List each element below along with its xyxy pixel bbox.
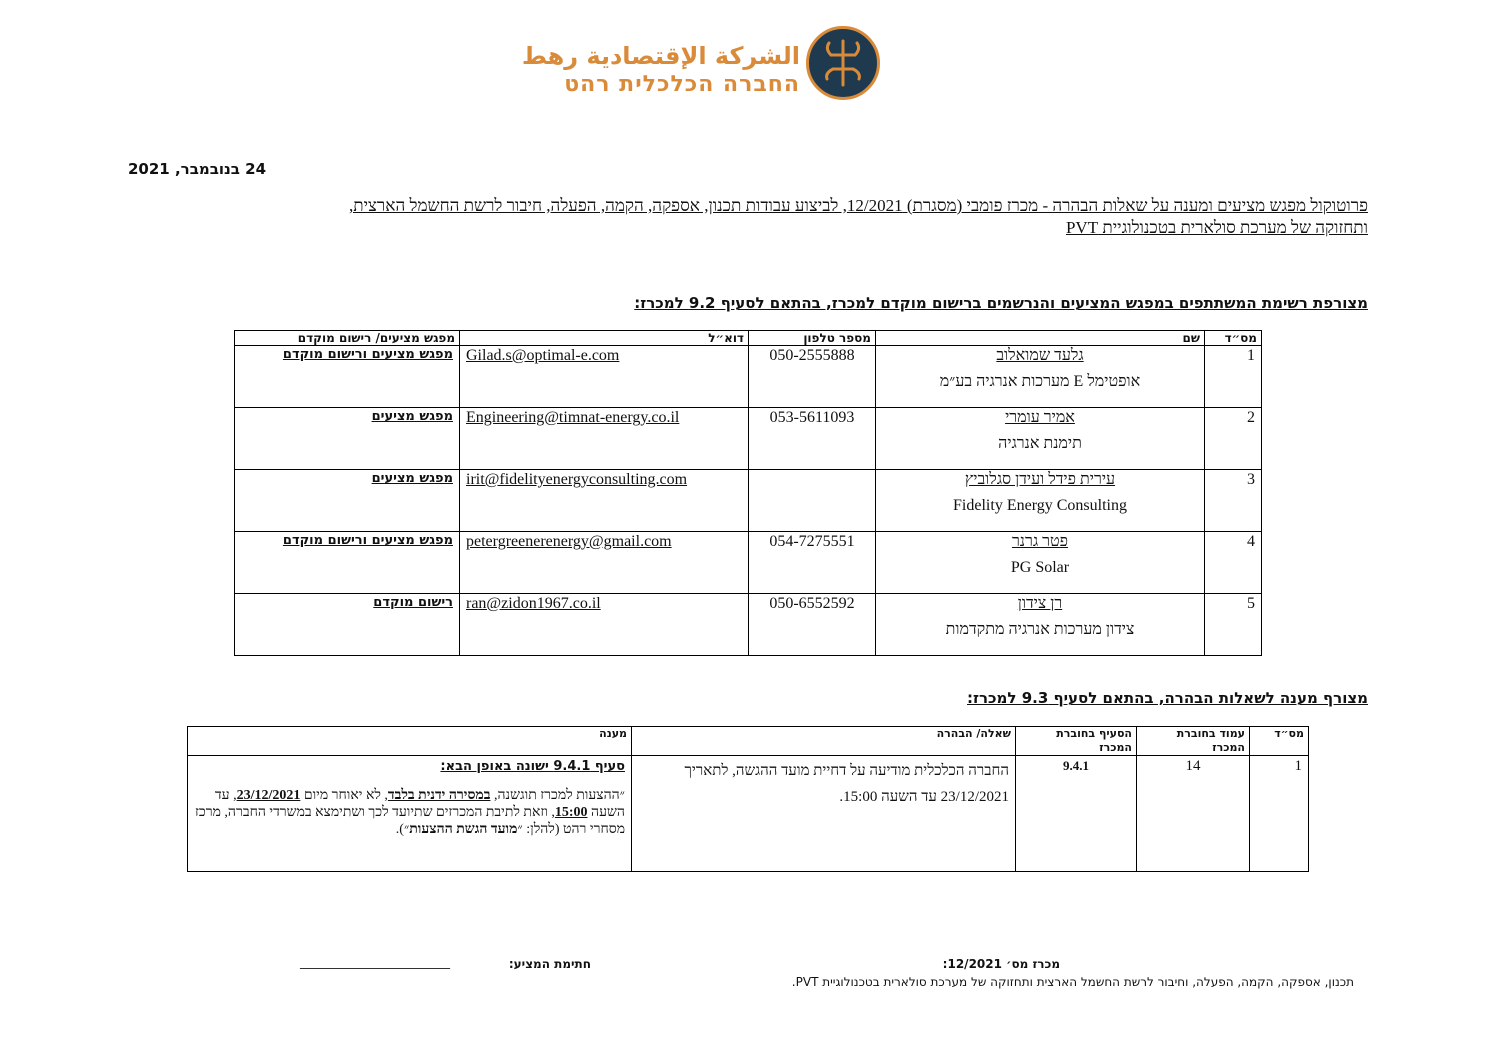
col-header-section: הסעיף בחוברת המכרז bbox=[1016, 727, 1137, 756]
answer-text-part: ״). bbox=[395, 822, 410, 837]
participant-email-link[interactable]: Gilad.s@optimal-e.com bbox=[460, 346, 749, 408]
protocol-title bbox=[128, 195, 1368, 239]
answer-text-part: , לא יאוחר מיום bbox=[300, 788, 388, 803]
answer-response-cell bbox=[188, 756, 632, 872]
participant-company: אופטימל E מערכות אנרגיה בע״מ bbox=[939, 373, 1141, 390]
company-logo bbox=[806, 26, 880, 100]
table-row bbox=[235, 408, 1262, 470]
table-row bbox=[235, 346, 1262, 408]
footer-tender-number: מכרז מס׳ 12/2021: bbox=[942, 957, 1060, 971]
participant-company: PG Solar bbox=[1010, 559, 1070, 576]
logo-hebrew-text: החברה הכלכלית רהט bbox=[564, 72, 800, 97]
col-header-num: מס״ד bbox=[1205, 331, 1262, 346]
participant-registration: מפגש מציעים bbox=[235, 408, 460, 470]
signature-label: חתימת המציע: bbox=[508, 957, 591, 971]
participant-email-link[interactable]: ran@zidon1967.co.il bbox=[460, 594, 749, 656]
participant-email-link[interactable]: irit@fidelityenergyconsulting.com bbox=[460, 470, 749, 532]
col-header-phone: מספר טלפון bbox=[749, 331, 876, 346]
table-row bbox=[235, 532, 1262, 594]
participant-registration: מפגש מציעים ורישום מוקדם bbox=[235, 532, 460, 594]
answers-header-row bbox=[188, 727, 1309, 756]
protocol-title-line2: ותחזוקה של מערכת סולארית בטכנולוגיית PVT bbox=[1065, 218, 1368, 237]
participant-company: תימנת אנרגיה bbox=[998, 435, 1082, 452]
row-name-cell bbox=[876, 532, 1205, 594]
participant-company: צידון מערכות אנרגיה מתקדמות bbox=[945, 621, 1135, 638]
answer-text-part: , וזאת לתיבת המכרזים שתיועד לכך ושתימצא במשרדי החברה, מרכז מסחרי רהט (להלן: ״ bbox=[194, 805, 625, 837]
row-num: 4 bbox=[1205, 532, 1262, 594]
participant-registration: מפגש מציעים bbox=[235, 470, 460, 532]
answer-question: החברה הכלכלית מודיעה על דחיית מועד ההגשה, לתאריך 23/12/2021 עד השעה 15:00. bbox=[632, 756, 1016, 872]
participant-registration: מפגש מציעים ורישום מוקדם bbox=[235, 346, 460, 408]
answers-table bbox=[187, 726, 1309, 872]
row-name-cell bbox=[876, 408, 1205, 470]
answer-section: 9.4.1 bbox=[1016, 756, 1137, 872]
participants-heading: מצורפת רשימת המשתתפים במפגש המציעים והנרשמים ברישום מוקדם למכרז, בהתאם לסעיף 9.2 למכרז: bbox=[634, 294, 1368, 312]
participant-phone: 050-2555888 bbox=[749, 346, 876, 408]
participant-email-link[interactable]: petergreenerenergy@gmail.com bbox=[460, 532, 749, 594]
table-row bbox=[188, 756, 1309, 872]
answer-text-emphasis: מועד הגשת ההצעות bbox=[409, 822, 518, 837]
answer-num: 1 bbox=[1250, 756, 1309, 872]
participant-phone: 050-6552592 bbox=[749, 594, 876, 656]
document-date: 24 בנובמבר, 2021 bbox=[128, 160, 267, 178]
col-header-answer: מענה bbox=[188, 727, 632, 756]
col-header-email: דוא״ל bbox=[460, 331, 749, 346]
participant-name: פטר גרנר bbox=[1011, 533, 1069, 550]
col-header-question: שאלה/ הבהרה bbox=[632, 727, 1016, 756]
participant-company: Fidelity Energy Consulting bbox=[953, 497, 1127, 514]
col-header-num: מס״ד bbox=[1250, 727, 1309, 756]
answer-page: 14 bbox=[1137, 756, 1250, 872]
participant-registration: רישום מוקדם bbox=[235, 594, 460, 656]
participant-name: עירית פידל ועידן סגלוביץ bbox=[964, 471, 1116, 488]
tree-emblem-icon bbox=[809, 29, 877, 97]
participant-email-link[interactable]: Engineering@timnat-energy.co.il bbox=[460, 408, 749, 470]
answer-text-emphasis: 23/12/2021 bbox=[236, 788, 301, 803]
signature-line[interactable]: _________________________ bbox=[300, 955, 450, 969]
answer-response-text bbox=[194, 787, 625, 838]
answer-text-part: , עד השעה bbox=[214, 788, 625, 820]
participants-header-row bbox=[235, 331, 1262, 346]
row-num: 2 bbox=[1205, 408, 1262, 470]
table-row bbox=[235, 594, 1262, 656]
participant-name: אמיר עומרי bbox=[1005, 409, 1075, 426]
answer-text-part: ״ההצעות למכרז תוגשנה, bbox=[490, 788, 625, 803]
participants-table bbox=[234, 330, 1262, 656]
logo-arabic-text: الشركة الإقتصادية رهط bbox=[521, 42, 800, 70]
answer-text-emphasis: במסירה ידנית בלבד bbox=[387, 788, 491, 803]
participant-name: גלעד שמואלוב bbox=[996, 347, 1084, 364]
row-num: 3 bbox=[1205, 470, 1262, 532]
row-num: 5 bbox=[1205, 594, 1262, 656]
answers-heading: מצורף מענה לשאלות הבהרה, בהתאם לסעיף 9.3 למכרז: bbox=[967, 689, 1368, 707]
row-name-cell bbox=[876, 470, 1205, 532]
row-name-cell bbox=[876, 594, 1205, 656]
answer-response-title: סעיף 9.4.1 ישונה באופן הבא: bbox=[440, 759, 625, 774]
answer-text-emphasis: 15:00 bbox=[554, 805, 588, 820]
participant-name: רן צידון bbox=[1017, 595, 1063, 612]
table-row bbox=[235, 470, 1262, 532]
col-header-registration: מפגש מציעים/ רישום מוקדם bbox=[235, 331, 460, 346]
participant-phone bbox=[749, 470, 876, 532]
row-num: 1 bbox=[1205, 346, 1262, 408]
col-header-name: שם bbox=[876, 331, 1205, 346]
col-header-page: עמוד בחוברת המכרז bbox=[1137, 727, 1250, 756]
participant-phone: 053-5611093 bbox=[749, 408, 876, 470]
footer-tender-description: תכנון, אספקה, הקמה, הפעלה, וחיבור לרשת החשמל הארצית ותחזוקה של מערכת סולארית בטכנולוגיית PVT. bbox=[791, 975, 1354, 989]
row-name-cell bbox=[876, 346, 1205, 408]
participant-phone: 054-7275551 bbox=[749, 532, 876, 594]
protocol-title-line1: פרוטוקול מפגש מציעים ומענה על שאלות הבהרה - מכרז פומבי (מסגרת) 12/2021, לביצוע עבודות תכנון, אספקה, הקמה, הפעלה, חיבור לרשת החשמל הארצית, bbox=[348, 196, 1368, 215]
